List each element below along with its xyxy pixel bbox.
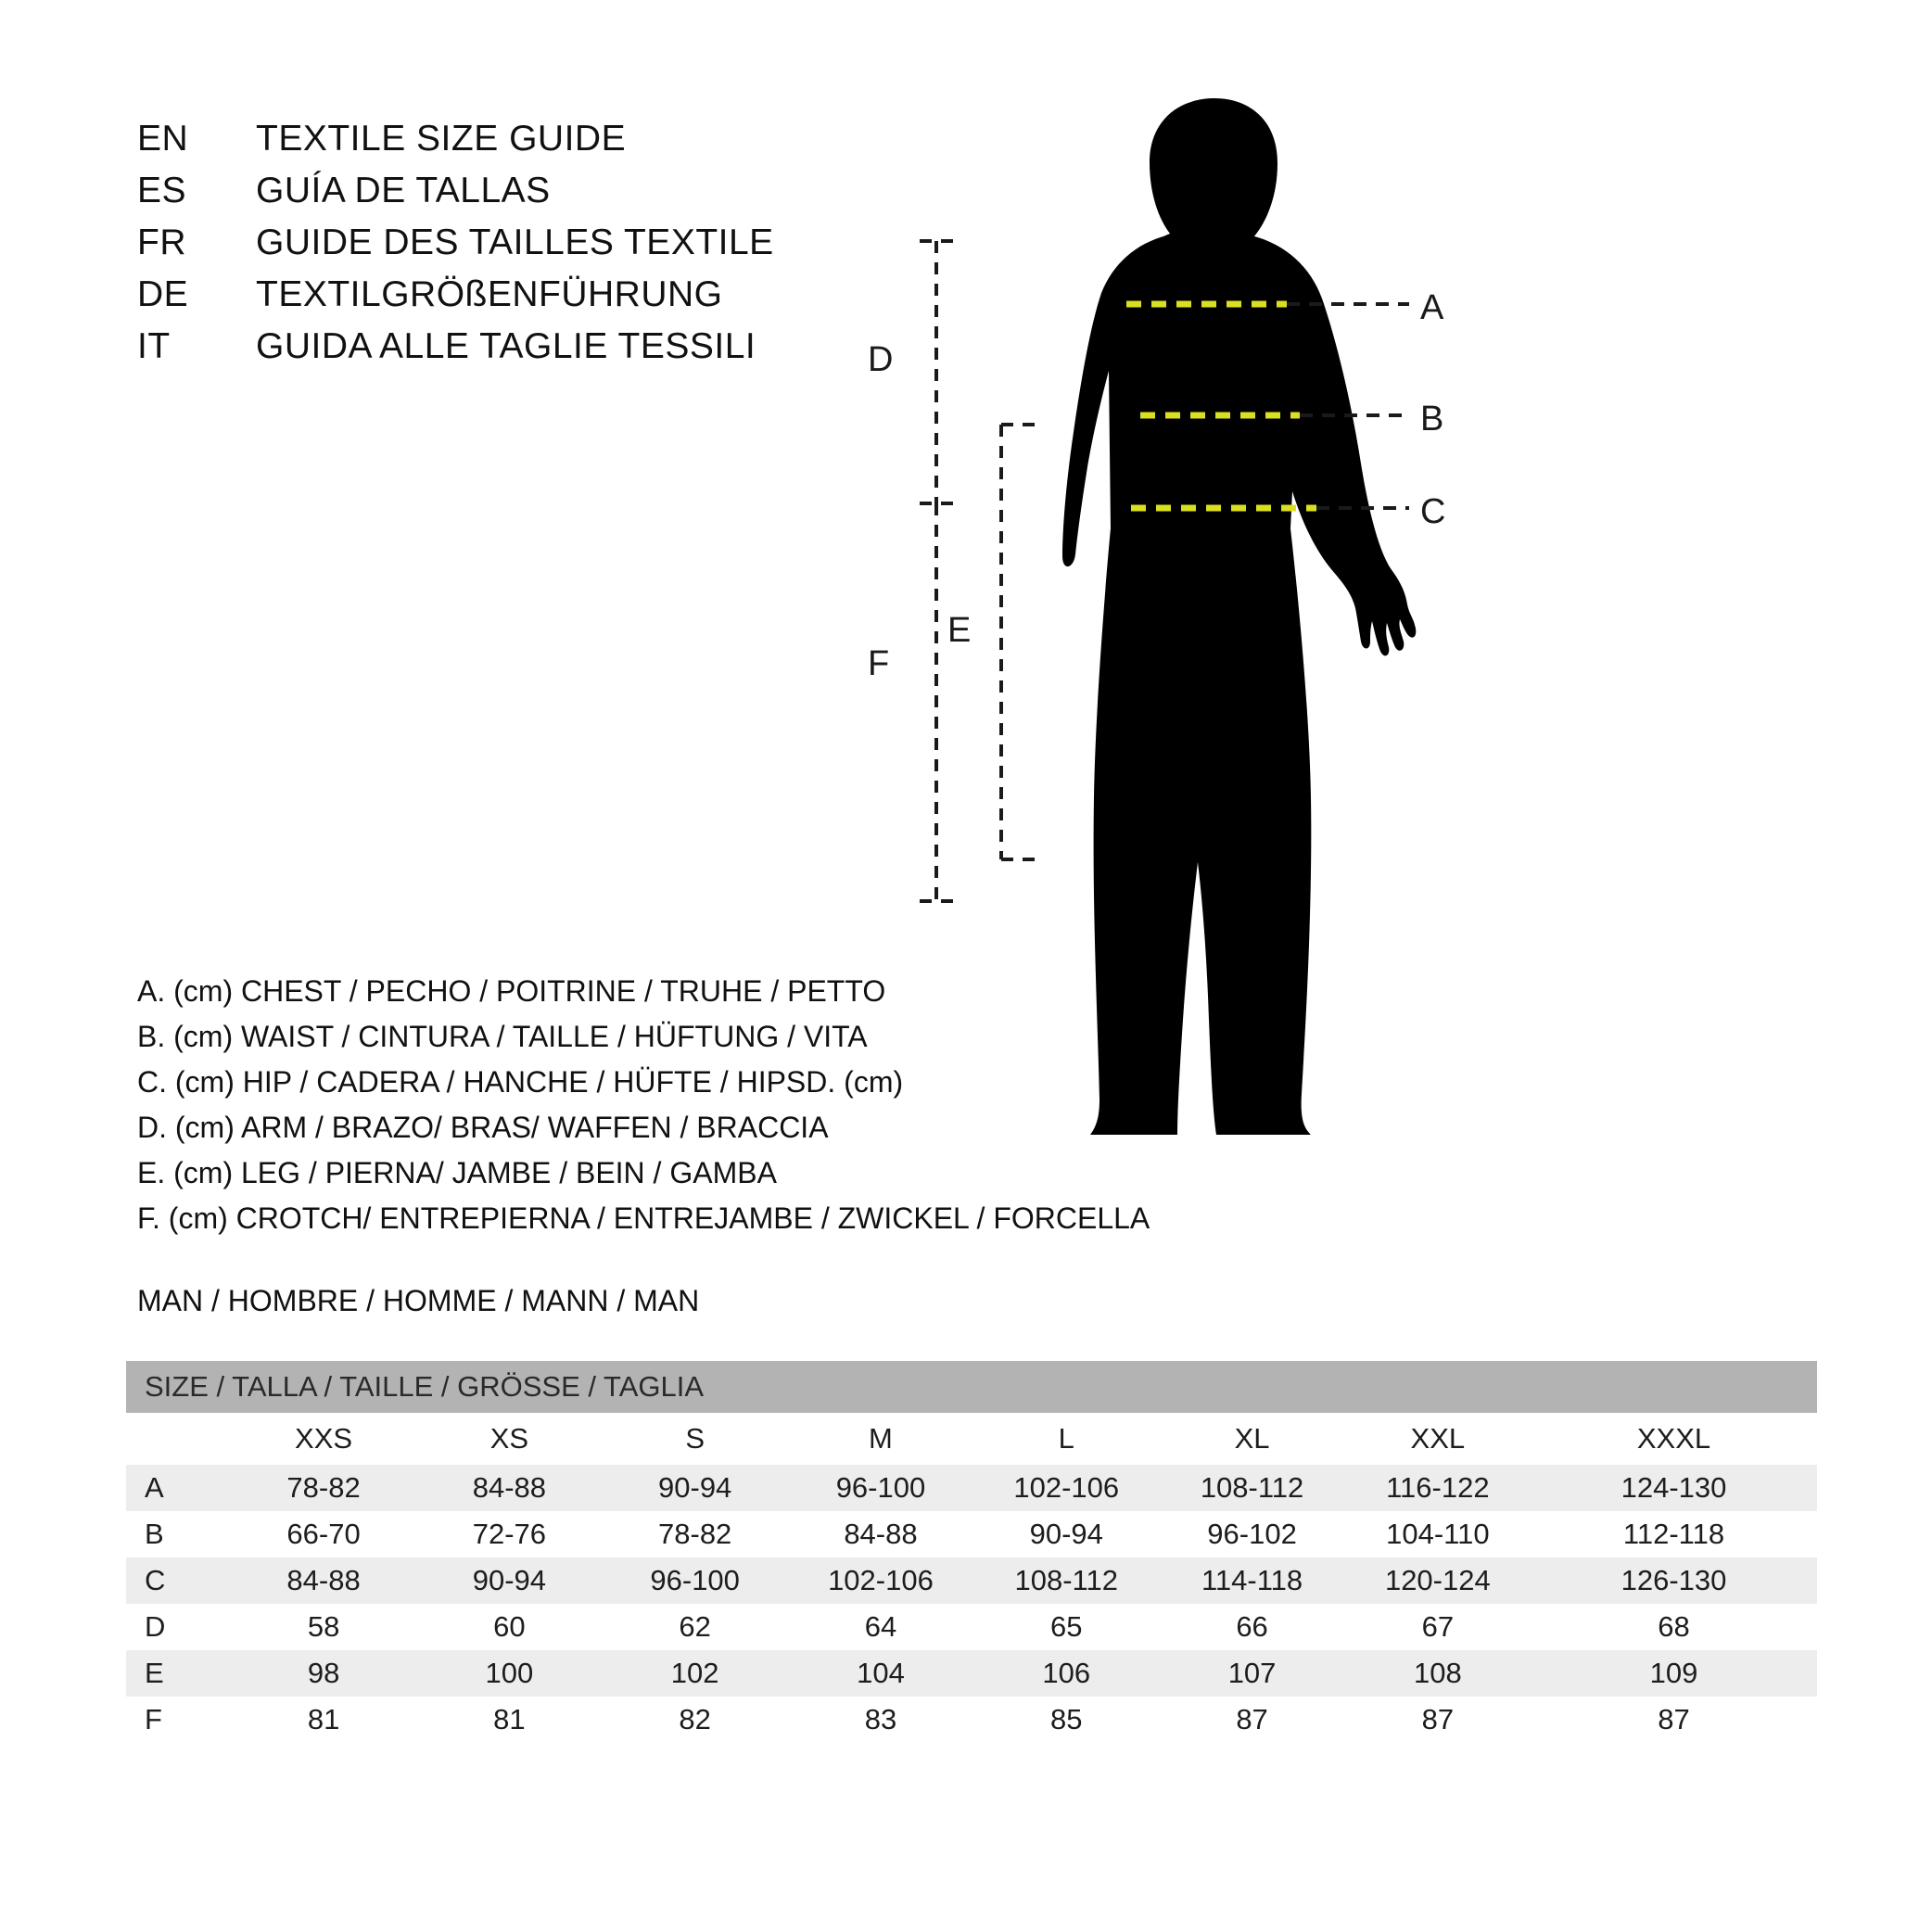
cell-f-s: 82 [603, 1697, 788, 1743]
table-row [126, 1697, 1817, 1743]
cell-f-l: 85 [973, 1697, 1159, 1743]
cell-a-m: 96-100 [788, 1465, 973, 1511]
title-text-en: TEXTILE SIZE GUIDE [256, 119, 627, 159]
cell-c-xxl: 120-124 [1345, 1557, 1531, 1604]
row-label-d: D [126, 1604, 231, 1650]
dimension-label-e: E [947, 611, 972, 650]
legend-item-f: F. (cm) CROTCH/ ENTREPIERNA / ENTREJAMBE / ZWICKEL / FORCELLA [137, 1201, 1150, 1235]
man-silhouette-icon [1062, 98, 1416, 1135]
row-label-f: F [126, 1697, 231, 1743]
title-lang-it: IT [137, 326, 171, 366]
cell-a-s: 90-94 [603, 1465, 788, 1511]
cell-d-s: 62 [603, 1604, 788, 1650]
cell-a-xxs: 78-82 [231, 1465, 416, 1511]
cell-d-m: 64 [788, 1604, 973, 1650]
size-table [126, 1361, 1817, 1743]
callout-label-c: C [1420, 492, 1446, 531]
cell-c-s: 96-100 [603, 1557, 788, 1604]
table-row [126, 1650, 1817, 1697]
cell-f-xxs: 81 [231, 1697, 416, 1743]
leg-dimension-e [947, 425, 1035, 859]
cell-c-m: 102-106 [788, 1557, 973, 1604]
callout-label-b: B [1420, 400, 1444, 439]
dimension-label-d: D [868, 340, 894, 379]
cell-f-xs: 81 [416, 1697, 602, 1743]
title-lang-fr: FR [137, 222, 186, 262]
cell-b-xxs: 66-70 [231, 1511, 416, 1557]
header-xs: XS [416, 1413, 602, 1465]
header-xxl: XXL [1345, 1413, 1531, 1465]
cell-d-xs: 60 [416, 1604, 602, 1650]
legend-item-a: A. (cm) CHEST / PECHO / POITRINE / TRUHE / PETTO [137, 974, 886, 1008]
cell-e-xl: 107 [1159, 1650, 1344, 1697]
size-table-header-row [126, 1413, 1817, 1465]
cell-b-xl: 96-102 [1159, 1511, 1344, 1557]
cell-d-xxl: 67 [1345, 1604, 1531, 1650]
cell-b-xs: 72-76 [416, 1511, 602, 1557]
cell-e-xxs: 98 [231, 1650, 416, 1697]
cell-b-l: 90-94 [973, 1511, 1159, 1557]
header-s: S [603, 1413, 788, 1465]
cell-b-xxl: 104-110 [1345, 1511, 1531, 1557]
size-table-band [126, 1361, 1817, 1413]
header-m: M [788, 1413, 973, 1465]
size-table-band-label: SIZE / TALLA / TAILLE / GRÖSSE / TAGLIA [126, 1361, 1817, 1413]
measurement-legend [137, 969, 1150, 1241]
cell-c-l: 108-112 [973, 1557, 1159, 1604]
cell-f-xl: 87 [1159, 1697, 1344, 1743]
title-lang-de: DE [137, 274, 189, 314]
title-text-de: TEXTILGRÖßENFÜHRUNG [256, 274, 723, 314]
row-label-e: E [126, 1650, 231, 1697]
header-l: L [973, 1413, 1159, 1465]
cell-e-xs: 100 [416, 1650, 602, 1697]
cell-c-xxs: 84-88 [231, 1557, 416, 1604]
header-xl: XL [1159, 1413, 1344, 1465]
dimension-label-f: F [868, 644, 890, 683]
title-text-es: GUÍA DE TALLAS [256, 171, 551, 210]
cell-a-xs: 84-88 [416, 1465, 602, 1511]
title-row-es [137, 171, 774, 222]
cell-d-xxs: 58 [231, 1604, 416, 1650]
cell-b-xxxl: 112-118 [1531, 1511, 1817, 1557]
cell-e-xxxl: 109 [1531, 1650, 1817, 1697]
header-xxxl: XXXL [1531, 1413, 1817, 1465]
crotch-dimension-f [868, 503, 953, 901]
cell-f-xxl: 87 [1345, 1697, 1531, 1743]
body-measurement-diagram [868, 93, 1891, 1233]
title-lang-en: EN [137, 119, 189, 159]
cell-d-xl: 66 [1159, 1604, 1344, 1650]
title-row-en [137, 119, 774, 171]
cell-e-xxl: 108 [1345, 1650, 1531, 1697]
legend-item-e: E. (cm) LEG / PIERNA/ JAMBE / BEIN / GAMBA [137, 1156, 777, 1189]
cell-d-l: 65 [973, 1604, 1159, 1650]
title-row-it [137, 326, 774, 378]
cell-a-xl: 108-112 [1159, 1465, 1344, 1511]
cell-d-xxxl: 68 [1531, 1604, 1817, 1650]
cell-f-xxxl: 87 [1531, 1697, 1817, 1743]
cell-c-xl: 114-118 [1159, 1557, 1344, 1604]
row-label-b: B [126, 1511, 231, 1557]
table-row [126, 1465, 1817, 1511]
title-row-de [137, 274, 774, 326]
table-row [126, 1604, 1817, 1650]
cell-e-s: 102 [603, 1650, 788, 1697]
table-row [126, 1511, 1817, 1557]
callout-label-a: A [1420, 288, 1444, 327]
arm-dimension-d [868, 241, 953, 503]
row-label-c: C [126, 1557, 231, 1604]
cell-a-xxl: 116-122 [1345, 1465, 1531, 1511]
title-text-it: GUIDA ALLE TAGLIE TESSILI [256, 326, 756, 366]
legend-item-b: B. (cm) WAIST / CINTURA / TAILLE / HÜFTUNG / VITA [137, 1020, 868, 1053]
row-label-a: A [126, 1465, 231, 1511]
gender-label: MAN / HOMBRE / HOMME / MANN / MAN [137, 1284, 700, 1317]
title-row-fr [137, 222, 774, 274]
cell-c-xs: 90-94 [416, 1557, 602, 1604]
cell-b-s: 78-82 [603, 1511, 788, 1557]
title-lang-es: ES [137, 171, 187, 210]
legend-item-d: D. (cm) ARM / BRAZO/ BRAS/ WAFFEN / BRACCIA [137, 1111, 829, 1144]
title-text-fr: GUIDE DES TAILLES TEXTILE [256, 222, 774, 262]
cell-a-l: 102-106 [973, 1465, 1159, 1511]
cell-e-l: 106 [973, 1650, 1159, 1697]
header-corner [126, 1413, 231, 1465]
cell-b-m: 84-88 [788, 1511, 973, 1557]
header-xxs: XXS [231, 1413, 416, 1465]
cell-f-m: 83 [788, 1697, 973, 1743]
cell-c-xxxl: 126-130 [1531, 1557, 1817, 1604]
cell-e-m: 104 [788, 1650, 973, 1697]
title-block [137, 119, 774, 378]
legend-item-c: C. (cm) HIP / CADERA / HANCHE / HÜFTE / HIPSD. (cm) [137, 1065, 904, 1099]
table-row [126, 1557, 1817, 1604]
cell-a-xxxl: 124-130 [1531, 1465, 1817, 1511]
